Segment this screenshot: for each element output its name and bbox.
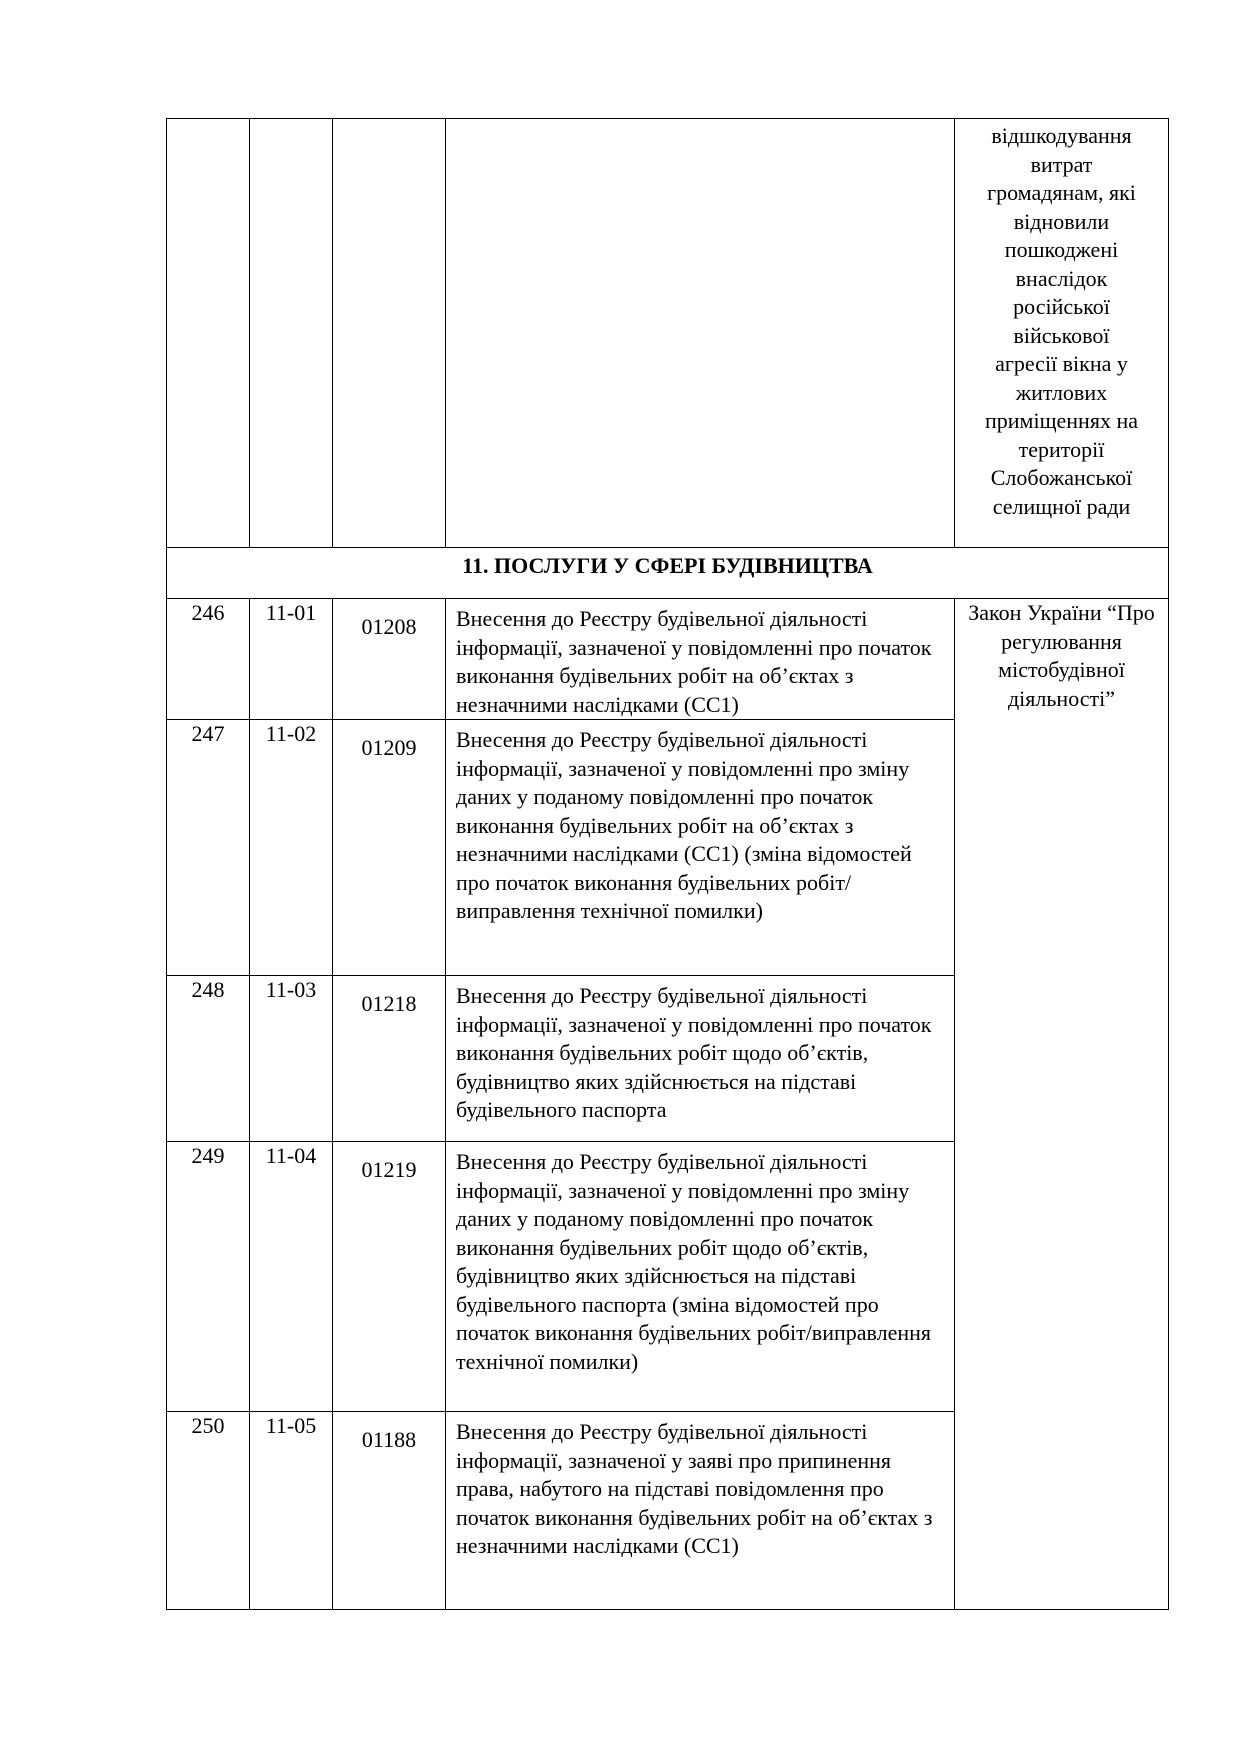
service-id: 11-01 bbox=[265, 600, 317, 625]
cell-number bbox=[167, 1412, 250, 1610]
service-description: Внесення до Реєстру будівельної діяльності інформації, зазначеної у повідомленні про зміну даних у поданому повідомленні про початок виконання будівельних робіт щодо об’єктів, будівництво яких здійснюється на підставі будівельного паспорта (зміна відомостей про початок виконання будівельних робіт/виправлення технічної помилки) bbox=[456, 1149, 932, 1374]
legal-basis-text: відшкодування витрат громадянам, які відновили пошкоджені внаслідок російської військової агресії вікна у житлових приміщеннях на території Слобожанської селищної ради bbox=[985, 123, 1138, 519]
cell-code bbox=[333, 119, 446, 548]
service-id: 11-03 bbox=[265, 977, 317, 1002]
service-code: 01218 bbox=[361, 991, 417, 1016]
row-number: 247 bbox=[191, 721, 225, 746]
row-number: 250 bbox=[191, 1413, 225, 1438]
section-title: 11. ПОСЛУГИ У СФЕРІ БУДІВНИЦТВА bbox=[462, 553, 873, 578]
cell-service-id bbox=[250, 599, 333, 720]
service-description: Внесення до Реєстру будівельної діяльності інформації, зазначеної у повідомленні про зміну даних у поданому повідомленні про початок виконання будівельних робіт на об’єктах з незначними наслідками (СС1) (зміна відомостей про початок виконання будівельних робіт/виправлення технічної помилки) bbox=[456, 727, 912, 923]
table-row bbox=[167, 599, 1169, 720]
cell-code bbox=[333, 720, 446, 976]
cell-description bbox=[446, 976, 955, 1142]
cell-service-id bbox=[250, 119, 333, 548]
section-header-row bbox=[167, 548, 1169, 599]
cell-description bbox=[446, 1412, 955, 1610]
services-table bbox=[166, 118, 1169, 1610]
cell-code bbox=[333, 1412, 446, 1610]
service-description: Внесення до Реєстру будівельної діяльності інформації, зазначеної у повідомленні про початок виконання будівельних робіт щодо об’єктів, будівництво яких здійснюється на підставі будівельного паспорта bbox=[456, 983, 932, 1122]
cell-service-id bbox=[250, 1142, 333, 1412]
cell-description bbox=[446, 599, 955, 720]
cell-code bbox=[333, 976, 446, 1142]
cell-description bbox=[446, 720, 955, 976]
cell-service-id bbox=[250, 1412, 333, 1610]
cell-number bbox=[167, 720, 250, 976]
service-code: 01219 bbox=[361, 1157, 417, 1182]
law-reference: Закон України “Про регулювання містобудівної діяльності” bbox=[968, 600, 1155, 711]
row-number: 248 bbox=[191, 977, 225, 1002]
service-code: 01188 bbox=[361, 1427, 417, 1452]
cell-code bbox=[333, 1142, 446, 1412]
section-header-cell bbox=[167, 548, 1169, 599]
cell-description bbox=[446, 1142, 955, 1412]
service-id: 11-02 bbox=[265, 721, 317, 746]
cell-service-id bbox=[250, 720, 333, 976]
service-id: 11-05 bbox=[265, 1413, 317, 1438]
cell-service-id bbox=[250, 976, 333, 1142]
service-code: 01208 bbox=[361, 614, 417, 639]
service-description: Внесення до Реєстру будівельної діяльності інформації, зазначеної у заяві про припинення права, набутого на підставі повідомлення про початок виконання будівельних робіт на об’єктах з незначними наслідками (СС1) bbox=[456, 1419, 933, 1558]
cell-number bbox=[167, 119, 250, 548]
cell-number bbox=[167, 599, 250, 720]
service-id: 11-04 bbox=[265, 1143, 317, 1168]
cell-number bbox=[167, 1142, 250, 1412]
continuation-row bbox=[167, 119, 1169, 548]
row-number: 246 bbox=[191, 600, 225, 625]
row-number: 249 bbox=[191, 1143, 225, 1168]
cell-number bbox=[167, 976, 250, 1142]
cell-code bbox=[333, 599, 446, 720]
cell-legal-basis bbox=[955, 119, 1169, 548]
service-code: 01209 bbox=[361, 735, 417, 760]
cell-description bbox=[446, 119, 955, 548]
service-description: Внесення до Реєстру будівельної діяльності інформації, зазначеної у повідомленні про початок виконання будівельних робіт на об’єктах з незначними наслідками (СС1) bbox=[456, 606, 932, 717]
cell-law bbox=[955, 599, 1169, 1610]
